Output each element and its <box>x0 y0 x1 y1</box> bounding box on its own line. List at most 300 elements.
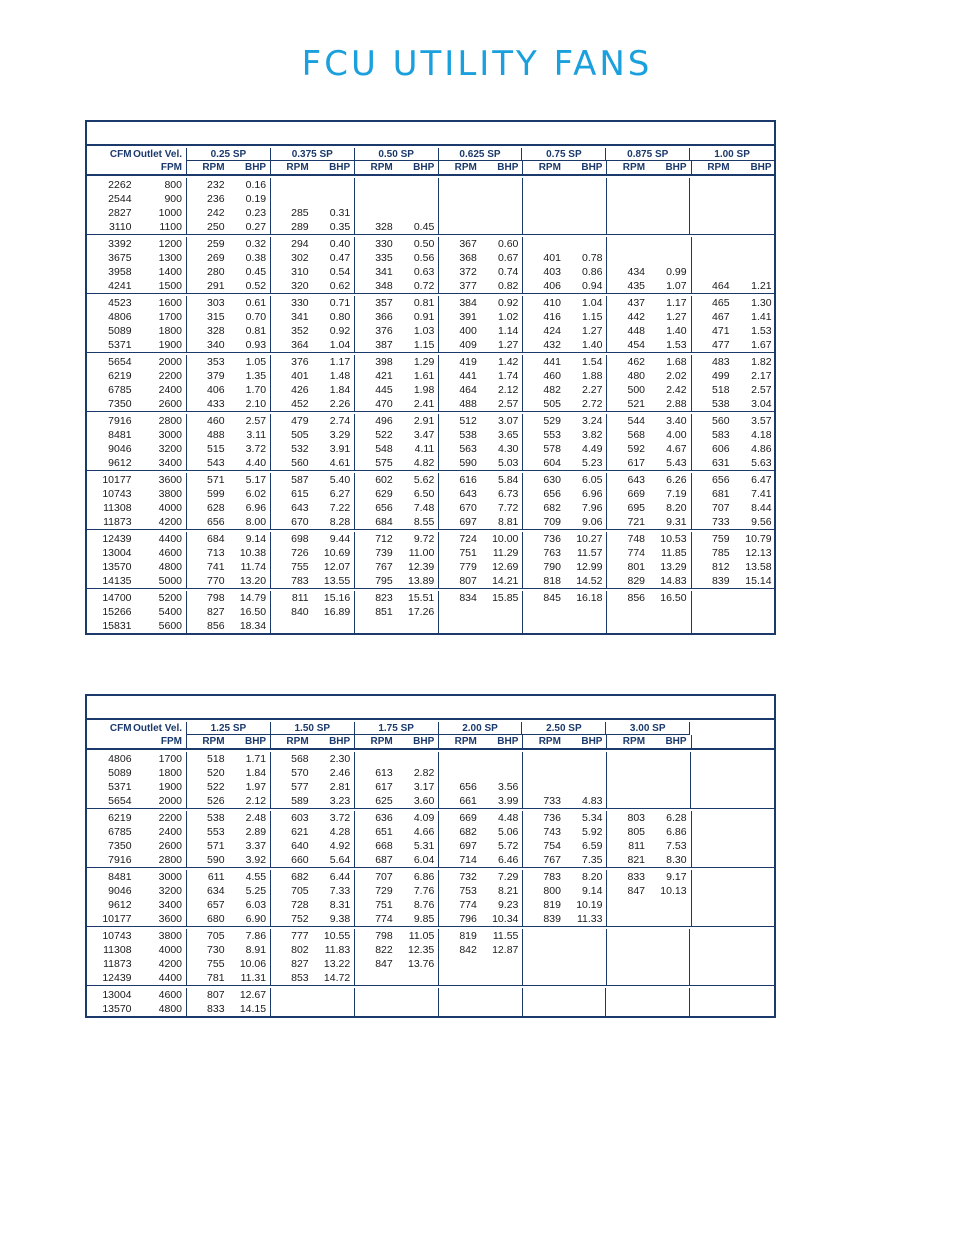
table-cell-pair <box>692 237 776 251</box>
rpm-value: 452 <box>291 398 309 410</box>
sp-column <box>271 591 355 633</box>
header-units-column <box>692 161 776 174</box>
bhp-value: 12.67 <box>239 989 267 1001</box>
header-bhp: BHP <box>413 162 435 173</box>
rpm-value: 783 <box>291 575 309 587</box>
bhp-value: 3.23 <box>329 795 351 807</box>
rpm-value: 754 <box>543 840 561 852</box>
table-row-left <box>87 988 186 1002</box>
table-cell-pair <box>187 943 270 957</box>
header-outlet-vel: Outlet Vel. <box>133 149 182 160</box>
table-cell-pair <box>355 870 438 884</box>
rpm-value: 616 <box>459 474 477 486</box>
bhp-value: 11.85 <box>661 547 687 559</box>
table-cell-pair <box>523 279 606 293</box>
rpm-value: 406 <box>543 280 561 292</box>
table-row-left <box>87 192 186 206</box>
bhp-value: 1.84 <box>329 384 351 396</box>
rpm-value: 811 <box>628 840 646 852</box>
rpm-value: 807 <box>459 575 477 587</box>
header-units-column <box>692 735 774 748</box>
fpm-value: 1900 <box>158 339 182 351</box>
bhp-value: 8.21 <box>497 885 519 897</box>
bhp-value: 3.04 <box>751 398 772 410</box>
fpm-value: 1600 <box>158 297 182 309</box>
table-cell-pair <box>523 988 606 1002</box>
table-cell-pair <box>271 265 354 279</box>
header-sp-label: 1.75 SP <box>355 722 438 735</box>
table-cell-pair <box>523 560 606 574</box>
table-cell-pair <box>523 884 606 898</box>
header-sp-column <box>522 148 606 161</box>
sp-column <box>439 532 523 588</box>
table-cell-pair <box>187 1002 270 1016</box>
rpm-value: 833 <box>207 1003 225 1015</box>
bhp-value: 4.18 <box>751 429 772 441</box>
bhp-value: 2.74 <box>329 415 351 427</box>
bhp-value: 7.53 <box>666 840 687 852</box>
bhp-value: 0.80 <box>329 311 351 323</box>
sp-column <box>355 811 439 867</box>
table-caption-bar <box>87 696 774 720</box>
table-cell-pair <box>355 296 438 310</box>
table-cell-pair <box>187 369 270 383</box>
sp-column <box>607 752 690 808</box>
rpm-value: 781 <box>207 972 225 984</box>
rpm-value: 538 <box>712 398 730 410</box>
bhp-value: 1.27 <box>582 325 603 337</box>
rpm-value: 822 <box>375 944 393 956</box>
rpm-value: 713 <box>207 547 225 559</box>
sp-column <box>439 355 523 411</box>
header-sp-label: 0.50 SP <box>355 148 438 161</box>
fpm-value: 1400 <box>158 266 182 278</box>
rpm-value: 643 <box>459 488 477 500</box>
rpm-value: 368 <box>459 252 477 264</box>
bhp-value: 11.33 <box>576 913 603 925</box>
rpm-value: 687 <box>375 854 393 866</box>
table-cell-pair <box>187 794 270 808</box>
fpm-value: 900 <box>164 193 182 205</box>
sp-column <box>187 178 271 234</box>
cfm-value: 11873 <box>103 516 132 528</box>
table-cell-pair <box>692 487 776 501</box>
table-row-left <box>87 473 186 487</box>
rpm-value: 611 <box>207 871 225 883</box>
bhp-value: 6.47 <box>751 474 772 486</box>
fpm-value: 3600 <box>158 474 182 486</box>
table-cell-pair <box>607 206 690 220</box>
cfm-value: 5371 <box>108 781 132 793</box>
fpm-value: 3400 <box>158 457 182 469</box>
bhp-value: 8.31 <box>329 899 351 911</box>
rpm-value: 847 <box>627 885 646 897</box>
table-cell-pair <box>607 766 689 780</box>
rpm-value: 479 <box>291 415 309 427</box>
rpm-value: 643 <box>627 474 646 486</box>
table-cell-pair <box>690 971 774 985</box>
header-sp-column <box>439 722 523 735</box>
fpm-value: 2800 <box>158 854 182 866</box>
bhp-value: 3.72 <box>245 443 267 455</box>
table-cell-pair <box>692 324 776 338</box>
rpm-value: 705 <box>291 885 309 897</box>
bhp-value: 3.65 <box>497 429 519 441</box>
bhp-value: 5.40 <box>329 474 351 486</box>
bhp-value: 1.82 <box>751 356 772 368</box>
table-cell-pair <box>439 279 522 293</box>
table-cell-pair <box>692 383 776 397</box>
bhp-value: 5.31 <box>413 840 435 852</box>
cfm-value: 5654 <box>108 356 132 368</box>
table-row-left <box>87 355 186 369</box>
header-row-units <box>87 735 774 750</box>
table-cell-pair <box>355 912 438 926</box>
rpm-value: 578 <box>543 443 561 455</box>
rpm-value: 733 <box>712 516 730 528</box>
bhp-value: 15.14 <box>745 575 772 587</box>
header-row-sp <box>87 722 774 735</box>
header-rpm: RPM <box>454 736 477 747</box>
header-bhp: BHP <box>497 162 519 173</box>
sp-column <box>271 929 355 985</box>
bhp-value: 0.86 <box>582 266 603 278</box>
rpm-value: 743 <box>543 826 561 838</box>
table-row-left <box>87 442 186 456</box>
sp-column <box>439 591 523 633</box>
fpm-value: 1100 <box>159 221 182 233</box>
table-cell-pair <box>523 853 606 867</box>
rpm-value: 592 <box>627 443 646 455</box>
table-row-left <box>87 898 186 912</box>
bhp-value: 7.41 <box>751 488 772 500</box>
row-group <box>87 868 774 927</box>
cfm-value: 13004 <box>102 547 132 559</box>
bhp-value: 1.74 <box>497 370 519 382</box>
header-rpm: RPM <box>707 162 730 173</box>
rpm-value: 348 <box>375 280 393 292</box>
cfm-value: 7350 <box>108 398 132 410</box>
table-cell-pair <box>271 912 354 926</box>
header-rpm: RPM <box>202 162 225 173</box>
bhp-value: 15.16 <box>323 592 351 604</box>
table-cell-pair <box>523 265 606 279</box>
table-cell-pair <box>523 605 606 619</box>
sp-column <box>271 473 355 529</box>
sp-column <box>355 532 439 588</box>
bhp-value: 3.57 <box>751 415 772 427</box>
table-cell-pair <box>187 853 270 867</box>
fpm-value: 2200 <box>158 370 182 382</box>
sp-column <box>187 929 271 985</box>
sp-column <box>187 988 271 1016</box>
rpm-value: 505 <box>543 398 561 410</box>
table-cell-pair <box>607 591 690 605</box>
bhp-value: 0.50 <box>413 238 435 250</box>
rpm-value: 320 <box>291 280 309 292</box>
rpm-value: 590 <box>459 457 477 469</box>
table-cell-pair <box>271 501 354 515</box>
fpm-value: 5200 <box>158 592 182 604</box>
sp-column <box>607 591 691 633</box>
table-cell-pair <box>692 532 776 546</box>
table-cell-pair <box>187 988 270 1002</box>
rpm-value: 553 <box>543 429 561 441</box>
rpm-value: 553 <box>207 826 225 838</box>
header-sp-column <box>690 148 774 161</box>
bhp-value: 5.64 <box>329 854 351 866</box>
bhp-value: 2.91 <box>413 415 435 427</box>
table-cell-pair <box>439 574 522 588</box>
rpm-value: 777 <box>291 930 309 942</box>
bhp-value: 3.29 <box>329 429 351 441</box>
cfm-value: 13570 <box>102 1003 132 1015</box>
bhp-value: 2.02 <box>666 370 687 382</box>
group-left <box>87 591 187 633</box>
rpm-value: 403 <box>543 266 561 278</box>
rpm-value: 625 <box>375 795 393 807</box>
rpm-value: 656 <box>375 502 393 514</box>
sp-column <box>607 237 691 293</box>
header-bhp: BHP <box>497 736 519 747</box>
table-cell-pair <box>271 442 354 456</box>
bhp-value: 14.79 <box>239 592 267 604</box>
table-cell-pair <box>607 397 690 411</box>
table-cell-pair <box>271 898 354 912</box>
table-row-left <box>87 574 186 588</box>
bhp-value: 8.20 <box>666 502 687 514</box>
rpm-value: 387 <box>375 339 393 351</box>
rpm-value: 829 <box>627 575 646 587</box>
bhp-value: 2.41 <box>413 398 435 410</box>
table-cell-pair <box>187 560 270 574</box>
table-cell-pair <box>607 839 690 853</box>
bhp-value: 10.27 <box>576 533 603 545</box>
row-group <box>87 927 774 986</box>
rpm-value: 499 <box>712 370 730 382</box>
bhp-value: 0.27 <box>245 221 267 233</box>
table-cell-pair <box>355 546 438 560</box>
bhp-value: 0.82 <box>497 280 519 292</box>
table-cell-pair <box>692 414 776 428</box>
table-cell-pair <box>355 383 438 397</box>
sp-column <box>439 988 523 1016</box>
table-cell-pair <box>692 501 776 515</box>
header-units-column <box>355 735 439 748</box>
rpm-value: 670 <box>459 502 477 514</box>
table-cell-pair <box>523 898 606 912</box>
table-row-left <box>87 870 186 884</box>
fpm-value: 1800 <box>158 325 182 337</box>
header-units-column <box>271 161 355 174</box>
rpm-value: 796 <box>459 913 477 925</box>
table-cell-pair <box>271 853 354 867</box>
rpm-value: 482 <box>543 384 561 396</box>
rpm-value: 391 <box>459 311 477 323</box>
bhp-value: 3.24 <box>582 415 603 427</box>
table-cell-pair <box>271 473 354 487</box>
rpm-value: 330 <box>291 297 309 309</box>
table-cell-pair <box>692 546 776 560</box>
table-row-left <box>87 324 186 338</box>
table-row-left <box>87 766 186 780</box>
bhp-value: 10.13 <box>660 885 687 897</box>
row-group <box>87 589 774 633</box>
rpm-value: 805 <box>627 826 646 838</box>
rpm-value: 289 <box>291 221 309 233</box>
header-sp-label: 0.25 SP <box>187 148 270 161</box>
table-cell-pair <box>355 574 438 588</box>
bhp-value: 1.42 <box>497 356 519 368</box>
bhp-value: 2.88 <box>666 398 687 410</box>
table-cell-pair <box>187 912 270 926</box>
cfm-value: 3392 <box>108 238 132 250</box>
table-cell-pair <box>607 369 690 383</box>
fpm-value: 4400 <box>158 972 182 984</box>
rpm-value: 577 <box>291 781 309 793</box>
bhp-value: 1.29 <box>413 356 435 368</box>
table-cell-pair <box>523 752 606 766</box>
table-cell-pair <box>187 870 270 884</box>
table-cell-pair <box>187 780 270 794</box>
sp-column <box>691 752 774 808</box>
table-cell-pair <box>692 811 774 825</box>
bhp-value: 2.17 <box>751 370 772 382</box>
table-cell-pair <box>607 532 690 546</box>
rpm-value: 842 <box>459 944 477 956</box>
table-cell-pair <box>187 546 270 560</box>
table-row-left <box>87 794 186 808</box>
bhp-value: 4.40 <box>245 457 267 469</box>
table-cell-pair <box>523 870 606 884</box>
cfm-value: 4806 <box>108 753 132 765</box>
table-cell-pair <box>523 591 606 605</box>
bhp-value: 7.48 <box>413 502 435 514</box>
group-left <box>87 473 187 529</box>
rpm-value: 705 <box>207 930 225 942</box>
table-cell-pair <box>692 574 776 588</box>
bhp-value: 4.28 <box>329 826 351 838</box>
rpm-value: 335 <box>375 252 393 264</box>
fpm-value: 1000 <box>158 207 182 219</box>
table-cell-pair <box>439 473 522 487</box>
header-blank <box>87 735 132 748</box>
header-units-column <box>523 735 607 748</box>
table-row-left <box>87 752 186 766</box>
rpm-value: 340 <box>207 339 225 351</box>
rpm-value: 460 <box>543 370 561 382</box>
table-cell-pair <box>523 912 606 926</box>
bhp-value: 3.07 <box>497 415 519 427</box>
cfm-value: 9046 <box>108 443 132 455</box>
table-cell-pair <box>523 487 606 501</box>
header-sp-label: 0.375 SP <box>271 148 354 161</box>
bhp-value: 6.44 <box>329 871 351 883</box>
sp-column <box>692 532 776 588</box>
table-cell-pair <box>355 515 438 529</box>
header-rpm: RPM <box>622 162 646 173</box>
table-row-left <box>87 383 186 397</box>
header-units-column <box>271 735 355 748</box>
fpm-value: 1700 <box>158 753 182 765</box>
bhp-value: 13.55 <box>323 575 351 587</box>
table-cell-pair <box>607 178 690 192</box>
sp-column <box>523 591 607 633</box>
fpm-value: 800 <box>164 179 182 191</box>
fpm-value: 2800 <box>158 415 182 427</box>
table-cell-pair <box>439 591 522 605</box>
sp-column <box>187 591 271 633</box>
table-cell-pair <box>607 251 690 265</box>
bhp-value: 4.00 <box>666 429 687 441</box>
table-cell-pair <box>439 752 522 766</box>
rpm-value: 821 <box>627 854 646 866</box>
bhp-value: 7.72 <box>497 502 519 514</box>
cfm-value: 9046 <box>108 885 132 897</box>
sp-column <box>355 296 439 352</box>
table-cell-pair <box>690 178 774 192</box>
bhp-value: 12.35 <box>408 944 435 956</box>
rpm-value: 795 <box>375 575 393 587</box>
header-rpm: RPM <box>454 162 477 173</box>
rpm-value: 583 <box>712 429 730 441</box>
bhp-value: 9.85 <box>413 913 435 925</box>
table-cell-pair <box>439 237 522 251</box>
table-cell-pair <box>607 192 690 206</box>
table-cell-pair <box>271 605 354 619</box>
sp-column <box>187 355 271 411</box>
cfm-value: 14135 <box>102 575 132 587</box>
bhp-value: 2.27 <box>582 384 603 396</box>
table-cell-pair <box>271 251 354 265</box>
rpm-value: 751 <box>375 899 393 911</box>
sp-column <box>607 532 691 588</box>
header-left-units <box>87 161 187 174</box>
rpm-value: 736 <box>543 533 561 545</box>
bhp-value: 1.67 <box>751 339 772 351</box>
table-cell-pair <box>355 971 438 985</box>
table-cell-pair <box>439 442 522 456</box>
bhp-value: 1.61 <box>413 370 435 382</box>
rpm-value: 571 <box>207 840 225 852</box>
header-units-column <box>187 735 271 748</box>
table-cell-pair <box>692 839 774 853</box>
rpm-value: 697 <box>459 840 477 852</box>
rpm-value: 668 <box>375 840 393 852</box>
rpm-value: 681 <box>712 488 730 500</box>
table-cell-pair <box>692 605 774 619</box>
table-cell-pair <box>690 192 774 206</box>
table-cell-pair <box>355 619 438 633</box>
sp-column <box>692 870 774 926</box>
header-sp-column <box>522 722 606 735</box>
bhp-value: 3.82 <box>582 429 603 441</box>
rpm-value: 477 <box>712 339 730 351</box>
rpm-value: 518 <box>207 753 225 765</box>
page-title: FCU UTILITY FANS <box>301 44 653 84</box>
table-row-left <box>87 560 186 574</box>
bhp-value: 13.58 <box>745 561 772 573</box>
fpm-value: 4800 <box>158 1003 182 1015</box>
table-cell-pair <box>439 971 522 985</box>
table-cell-pair <box>187 397 270 411</box>
table-cell-pair <box>692 369 776 383</box>
bhp-value: 1.40 <box>666 325 687 337</box>
group-left <box>87 414 187 470</box>
table-cell-pair <box>439 605 522 619</box>
bhp-value: 0.62 <box>329 280 351 292</box>
cfm-value: 7916 <box>108 415 132 427</box>
